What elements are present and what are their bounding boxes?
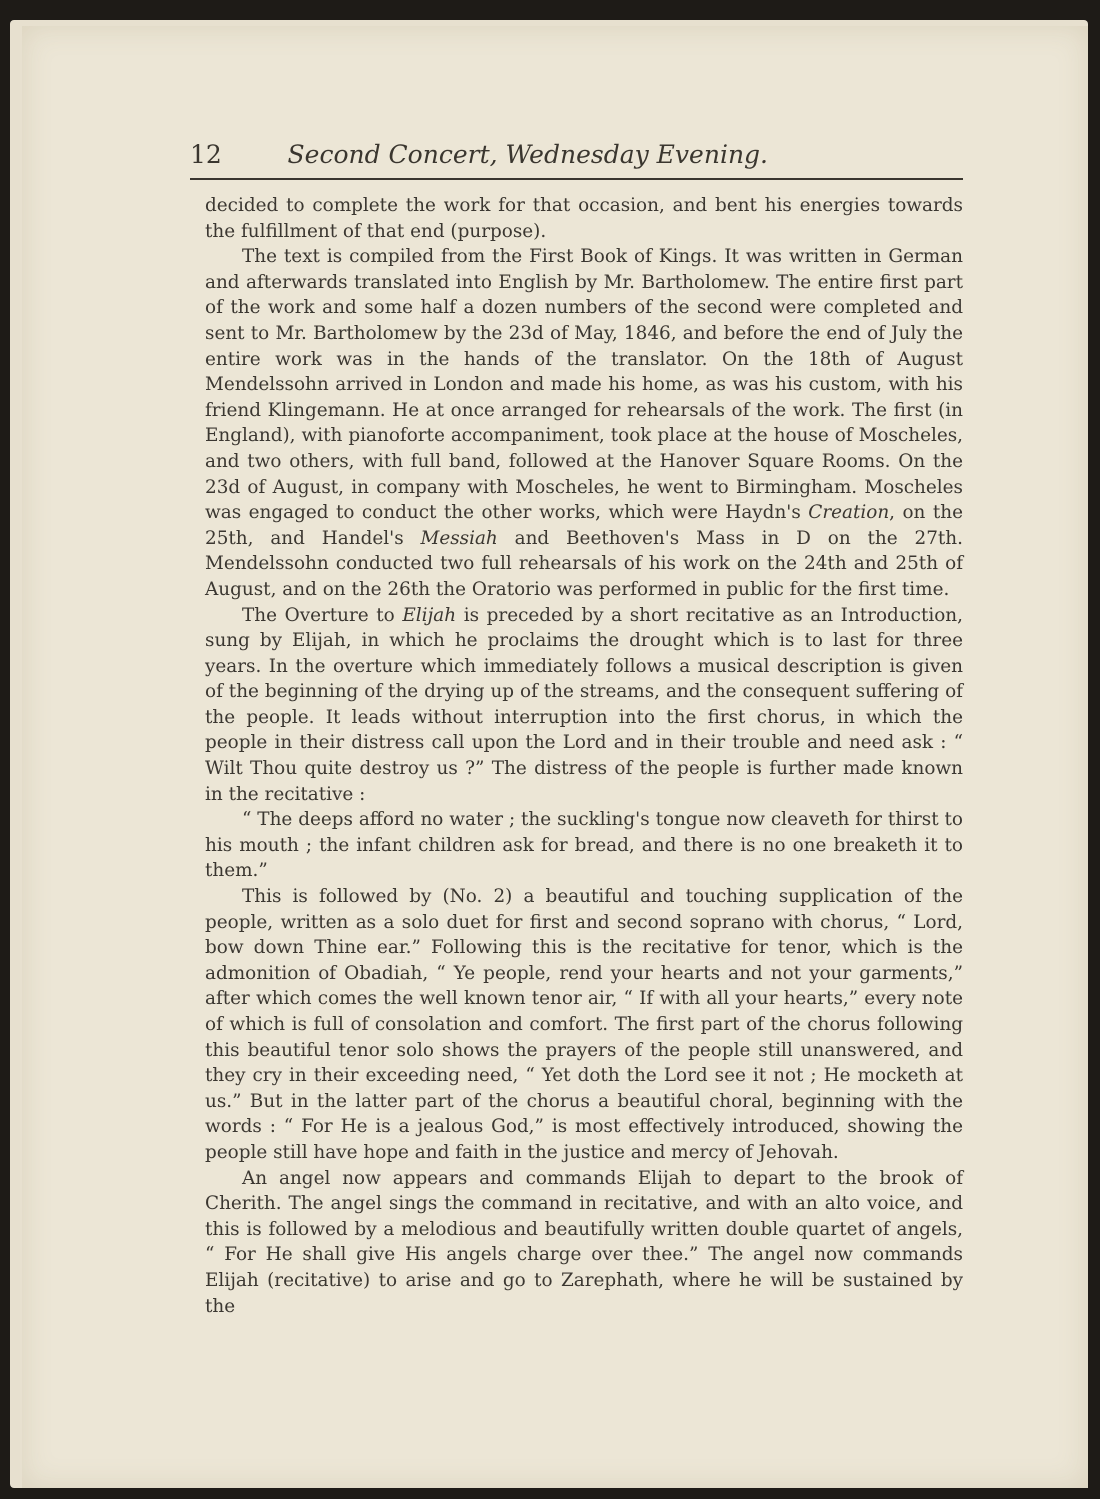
header-rule (190, 178, 963, 180)
paragraph-2 (205, 244, 963, 602)
paragraph-2-text: The text is compiled from the First Book of Kings. It was written in German and afterwards translated into English by Mr. Bartholomew. The entire first part of the work and some half a dozen numbers of the second were completed and sent to Mr. Bartholomew by the 23d of May, 1846, and before the end of July the entire work was in the hands of the translator. On the 18th of August Mendelssohn arrived in London and made his home, as was his custom, with his friend Klingemann. He at once arranged for rehearsals of the work. The first (in England), with pianoforte accompaniment, took place at the house of Moscheles, and two others, with full band, followed at the Hanover Square Rooms. On the 23d of August, in company with Moscheles, he went to Birmingham. Moscheles was engaged to conduct the other works, which were Haydn's (205, 246, 963, 524)
running-title: Second Concert, Wednesday Evening. (287, 140, 768, 169)
paragraph-2-text-c: and Beethoven's Mass in D on the 27th. Mendelssohn conducted two full rehearsals of his work on the 24th and 25th of August, and on the 26th the Oratorio was performed in public for the first time. (205, 527, 963, 600)
work-title-elijah: Elijah (402, 604, 457, 626)
paragraph-4-quote: “ The deeps afford no water ; the suckling's tongue now cleaveth for thirst to his mouth ; the infant children ask for bread, and there is no one breaketh it to them.” (205, 809, 963, 882)
paragraph-3-text: The Overture to (242, 604, 403, 626)
body-text (205, 193, 963, 1319)
work-title-messiah: Messiah (420, 527, 498, 549)
page-header (190, 118, 963, 180)
paragraph-3-text-b: is preceded by a short recitative as an Introduction, sung by Elijah, in which he proclaims the drought which is to last for three years. In the overture which immediately follows a musical description is given of the beginning of the drying up of the streams, and the consequent suffering of the people. It leads without interruption into the first chorus, in which the people in their distress call upon the Lord and in their trouble and need ask : “ Wilt Thou quite destroy us ?” The distress of the people is further made known in the recitative : (205, 604, 963, 805)
page-number: 12 (190, 140, 222, 169)
paragraph-5: This is followed by (No. 2) a beautiful and touching supplication of the people, written as a solo duet for first and second soprano with chorus, “ Lord, bow down Thine ear.” Following this is the recitative for tenor, which is the admonition of Obadiah, “ Ye people, rend your hearts and not your garments,” after which comes the well known tenor air, “ If with all your hearts,” every note of which is full of consolation and comfort. The first part of the chorus following this beautiful tenor solo shows the prayers of the people still unanswered, and they cry in their exceeding need, “ Yet doth the Lord see it not ; He mocketh at us.” But in the latter part of the chorus a beautiful choral, beginning with the words : “ For He is a jealous God,” is most effectively introduced, showing the people still have hope and faith in the justice and mercy of Jehovah. (205, 886, 963, 1163)
paragraph-1: decided to complete the work for that occasion, and bent his energies towards the fulfillment of that end (purpose). (205, 195, 963, 242)
work-title-creation: Creation (808, 502, 890, 524)
paragraph-3 (205, 603, 963, 808)
paragraph-2-text-b: , on the 25th, and Handel's (205, 502, 963, 549)
paragraph-6: An angel now appears and commands Elijah to depart to the brook of Cherith. The angel sings the command in recitative, and with an alto voice, and this is followed by a melodious and beautifully written double quartet of angels, “ For He shall give His angels charge over thee.” The angel now commands Elijah (recitative) to arise and go to Zarephath, where he will be sustained by the (205, 1167, 963, 1317)
